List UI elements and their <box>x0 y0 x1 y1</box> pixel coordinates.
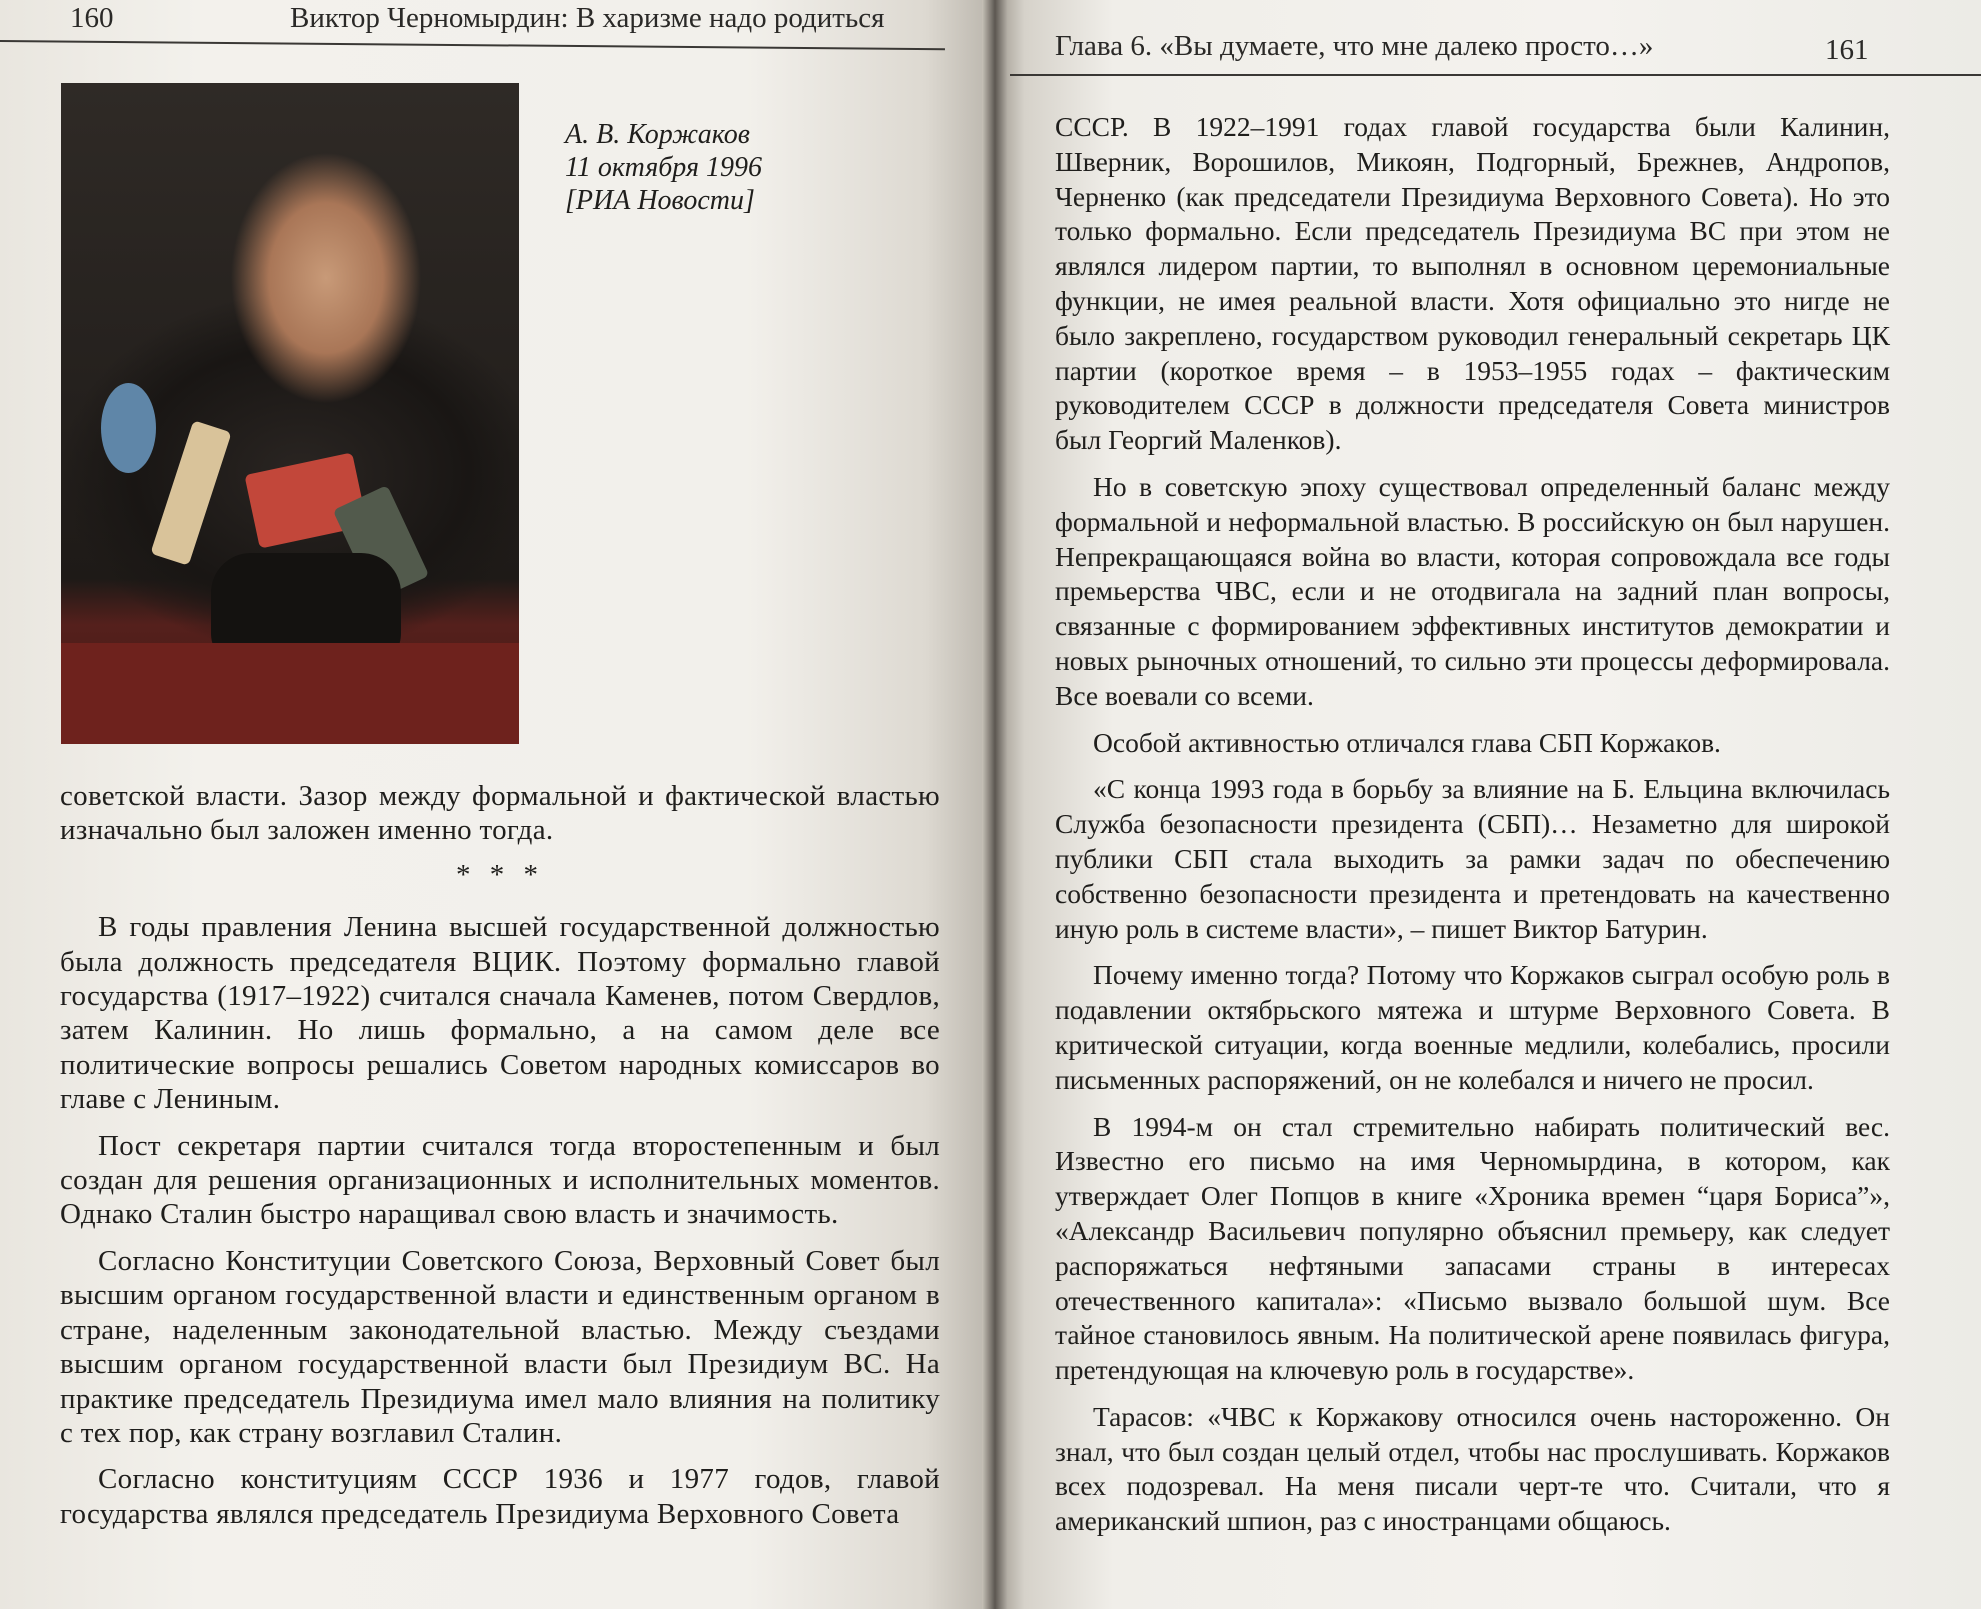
left-body-text <box>60 779 940 1531</box>
paragraph: СССР. В 1922–1991 годах главой государства были Калинин, Шверник, Ворошилов, Микоян, Подгорный, Брежнев, Андропов, Черненко (как председатели Президиума Верховного Совета). Но это только формально. Если председатель Президиума ВС при этом не являлся лидером партии, то выполнял в основном церемониальные функции, не имея реальной власти. Хотя официально это нигде не было закреплено, государством руководил генеральный секретарь ЦК партии (короткое время – в 1953–1955 годах – фактическим руководителем СССР в должности председателя Совета министров был Георгий Маленков). <box>1055 111 1890 456</box>
paragraph: В 1994-м он стал стремительно набирать политический вес. Известно его письмо на имя Черномырдина, в котором, как утверждает Олег Попцов в книге «Хроника времен “царя Бориса”», «Александр Васильевич популярно объяснил премьеру, как следует распоряжаться нефтяными запасами страны в интересах отечественного капитала»: «Письмо вызвало большой шум. Все тайное становилось явным. На политической арене появилась фигура, претендующая на ключевую роль в государстве». <box>1055 1110 1890 1386</box>
paragraph: Согласно конституциям СССР 1936 и 1977 годов, главой государства являлся председатель Президиума Верховного Совета <box>60 1463 940 1530</box>
caption-line: [РИА Новости] <box>565 185 755 216</box>
header-rule <box>0 40 945 50</box>
microphone <box>150 420 231 566</box>
microphone <box>101 383 156 473</box>
paragraph: Почему именно тогда? Потому что Коржаков сыграл особую роль в подавлении октябрьского мятежа и штурме Верховного Совета. В критической ситуации, когда военные медлили, колебались, просили письменных распоряжений, он не колебался и ничего не просил. <box>1055 959 1890 1095</box>
paragraph: Согласно Конституции Советского Союза, Верховный Совет был высшим органом государственной власти и единственным органом в стране, наделенным законодательной властью. Между съездами высшим органом государственной власти был Президиум ВС. На практике председатель Президиума имел мало влияния на политику с тех пор, как страну возглавил Сталин. <box>60 1244 940 1449</box>
running-title: Виктор Черномырдин: В харизме надо родиться <box>290 2 885 34</box>
running-title: Глава 6. «Вы думаете, что мне далеко просто…» <box>1055 30 1654 62</box>
page-number: 160 <box>70 2 114 34</box>
podium-cloth <box>61 643 519 744</box>
paragraph: советской власти. Зазор между формальной и фактической властью изначально был заложен именно тогда. <box>60 780 940 847</box>
page-number: 161 <box>1825 34 1869 66</box>
paragraph: Тарасов: «ЧВС к Коржакову относился очень настороженно. Он знал, что был создан целый отдел, чтобы нас прослушивать. Коржаков всех подозревал. На меня писали черт-те что. Считали, что я американский шпион, раз с иностранцами общаюсь. <box>1055 1400 1890 1537</box>
right-body-text <box>1055 110 1890 1539</box>
paragraph: В годы правления Ленина высшей государственной должностью была должность председателя ВЦИК. Поэтому формально главой государства (1917–1922) считался сначала Каменев, потом Свердлов, затем Калинин. Но лишь формально, а на самом деле все политические вопросы решались Советом народных комиссаров во главе с Лениным. <box>60 911 940 1116</box>
header-rule <box>1010 74 1981 76</box>
caption-line: 11 октября 1996 <box>565 152 762 183</box>
section-separator: * * * <box>456 858 544 891</box>
right-page <box>995 0 1981 1609</box>
paragraph: Пост секретаря партии считался тогда второстепенным и был создан для решения организационных и исполнительных моментов. Однако Сталин быстро наращивал свою власть и значимость. <box>60 1129 940 1231</box>
paragraph: «С конца 1993 года в борьбу за влияние на Б. Ельцина включилась Служба безопасности президента (СБП)… Незаметно для широкой публики СБП стала выходить за рамки задач по обеспечению собственно безопасности президента и претендовать на качественно иную роль в системе власти», – пишет Виктор Батурин. <box>1055 773 1890 944</box>
photo-korzhakov <box>61 83 519 744</box>
caption-line: А. В. Коржаков <box>565 119 750 150</box>
paragraph: Особой активностью отличался глава СБП Коржаков. <box>1093 726 1721 758</box>
paragraph: Но в советскую эпоху существовал определенный баланс между формальной и неформальной властью. В российскую он был нарушен. Непрекращающаяся война во власти, которая сопровождала все годы премьерства ЧВС, если и не отодвигала на задний план вопросы, связанные с формированием эффективных институтов демократии и новых рыночных отношений, то сильно эти процессы деформировала. Все воевали со всеми. <box>1055 470 1890 711</box>
photo-caption <box>565 118 762 217</box>
book-gutter <box>982 0 1008 1609</box>
